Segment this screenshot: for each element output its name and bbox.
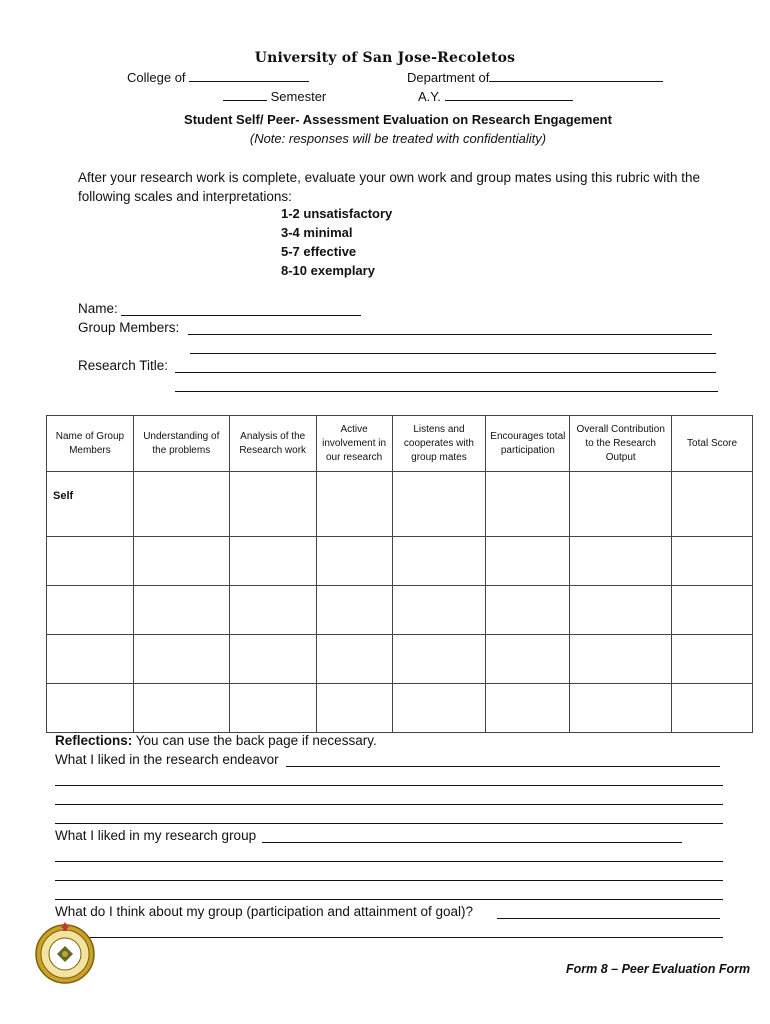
table-row: [47, 472, 753, 537]
score-cell[interactable]: [316, 586, 392, 635]
score-cell[interactable]: [229, 537, 316, 586]
name-label: Name:: [78, 301, 118, 316]
score-cell[interactable]: [392, 635, 486, 684]
answer-line[interactable]: [55, 823, 723, 824]
answer-line[interactable]: [55, 880, 723, 881]
member-name-cell[interactable]: [47, 586, 134, 635]
total-score-cell[interactable]: [672, 537, 753, 586]
total-score-cell[interactable]: [672, 586, 753, 635]
group-members-label: Group Members:: [78, 320, 180, 335]
table-row: [47, 635, 753, 684]
ay-blank[interactable]: [445, 87, 573, 101]
answer-line[interactable]: [55, 804, 723, 805]
scale-unsatisfactory: 1-2 unsatisfactory: [281, 206, 393, 221]
header-name-of-group-members: Name of Group Members: [47, 416, 134, 472]
total-score-cell[interactable]: [672, 684, 753, 733]
group-members-blank-1[interactable]: [188, 334, 712, 335]
reflections-label: Reflections:: [55, 733, 133, 748]
score-cell[interactable]: [570, 537, 672, 586]
header-understanding: Understanding of the problems: [133, 416, 229, 472]
score-cell[interactable]: [316, 635, 392, 684]
score-cell[interactable]: [392, 586, 486, 635]
score-cell[interactable]: [229, 586, 316, 635]
header-total-score: Total Score: [672, 416, 753, 472]
question-group-participation: What do I think about my group (participation and attainment of goal)?: [55, 904, 473, 919]
header-listens-cooperates: Listens and cooperates with group mates: [392, 416, 486, 472]
research-title-blank-1[interactable]: [175, 372, 716, 373]
header-encourages-participation: Encourages total participation: [486, 416, 570, 472]
score-cell[interactable]: [133, 472, 229, 537]
header-analysis: Analysis of the Research work: [229, 416, 316, 472]
score-cell[interactable]: [570, 472, 672, 537]
score-cell[interactable]: [486, 684, 570, 733]
form-title: Student Self/ Peer- Assessment Evaluation on Research Engagement: [184, 112, 612, 127]
table-row: [47, 684, 753, 733]
score-cell[interactable]: [486, 537, 570, 586]
score-cell[interactable]: [392, 472, 486, 537]
group-members-blank-2[interactable]: [190, 353, 716, 354]
score-cell[interactable]: [133, 537, 229, 586]
score-cell[interactable]: [229, 684, 316, 733]
answer-line[interactable]: [55, 899, 723, 900]
score-cell[interactable]: [316, 684, 392, 733]
answer-line[interactable]: [497, 918, 720, 919]
college-field: [127, 68, 309, 85]
member-name-cell[interactable]: [47, 684, 134, 733]
semester-blank[interactable]: [223, 87, 267, 101]
score-cell[interactable]: [486, 586, 570, 635]
member-name-cell[interactable]: Self: [47, 472, 134, 537]
department-label: Department of: [407, 70, 490, 85]
answer-line[interactable]: [55, 785, 723, 786]
score-cell[interactable]: [570, 586, 672, 635]
instructions: After your research work is complete, evaluate your own work and group mates using this rubric with the following scales and interpretations:: [78, 170, 701, 204]
score-cell[interactable]: [316, 472, 392, 537]
department-field: [407, 68, 663, 85]
header-overall-contribution: Overall Contribution to the Research Output: [570, 416, 672, 472]
total-score-cell[interactable]: [672, 635, 753, 684]
total-score-cell[interactable]: [672, 472, 753, 537]
score-cell[interactable]: [229, 472, 316, 537]
research-title-blank-2[interactable]: [175, 391, 718, 392]
question-liked-endeavor: What I liked in the research endeavor: [55, 752, 279, 767]
member-name-cell[interactable]: [47, 537, 134, 586]
semester-field: [223, 87, 326, 104]
answer-line[interactable]: [286, 766, 720, 767]
score-cell[interactable]: [392, 684, 486, 733]
answer-line[interactable]: [55, 861, 723, 862]
score-cell[interactable]: [486, 472, 570, 537]
college-blank[interactable]: [189, 68, 309, 82]
answer-line[interactable]: [55, 937, 723, 938]
score-cell[interactable]: [392, 537, 486, 586]
table-header-row: [47, 416, 753, 472]
form-number-label: Form 8 – Peer Evaluation Form: [566, 962, 751, 976]
university-seal-icon: [33, 920, 97, 984]
score-cell[interactable]: [133, 635, 229, 684]
department-blank[interactable]: [489, 68, 663, 82]
score-cell[interactable]: [486, 635, 570, 684]
semester-label: Semester: [270, 89, 327, 104]
table-row: [47, 537, 753, 586]
scale-effective: 5-7 effective: [281, 244, 357, 259]
scale-exemplary: 8-10 exemplary: [281, 263, 375, 278]
research-title-label: Research Title:: [78, 358, 169, 373]
score-cell[interactable]: [570, 635, 672, 684]
college-label: College of: [127, 70, 186, 85]
score-cell[interactable]: [570, 684, 672, 733]
university-name: University of San Jose-Recoletos: [254, 50, 516, 66]
name-blank[interactable]: [121, 315, 361, 316]
rubric-table: [46, 415, 753, 733]
table-row: [47, 586, 753, 635]
score-cell[interactable]: [316, 537, 392, 586]
score-cell[interactable]: [229, 635, 316, 684]
reflections-heading: [55, 733, 377, 748]
member-name-cell[interactable]: [47, 635, 134, 684]
reflections-hint: You can use the back page if necessary.: [135, 733, 377, 748]
confidentiality-note: (Note: responses will be treated with confidentiality): [249, 131, 547, 146]
header-active-involvement: Active involvement in our research: [316, 416, 392, 472]
score-cell[interactable]: [133, 586, 229, 635]
scale-minimal: 3-4 minimal: [281, 225, 353, 240]
score-cell[interactable]: [133, 684, 229, 733]
answer-line[interactable]: [262, 842, 682, 843]
question-liked-group: What I liked in my research group: [55, 828, 257, 843]
ay-label: A.Y.: [418, 89, 441, 104]
ay-field: [418, 87, 573, 104]
